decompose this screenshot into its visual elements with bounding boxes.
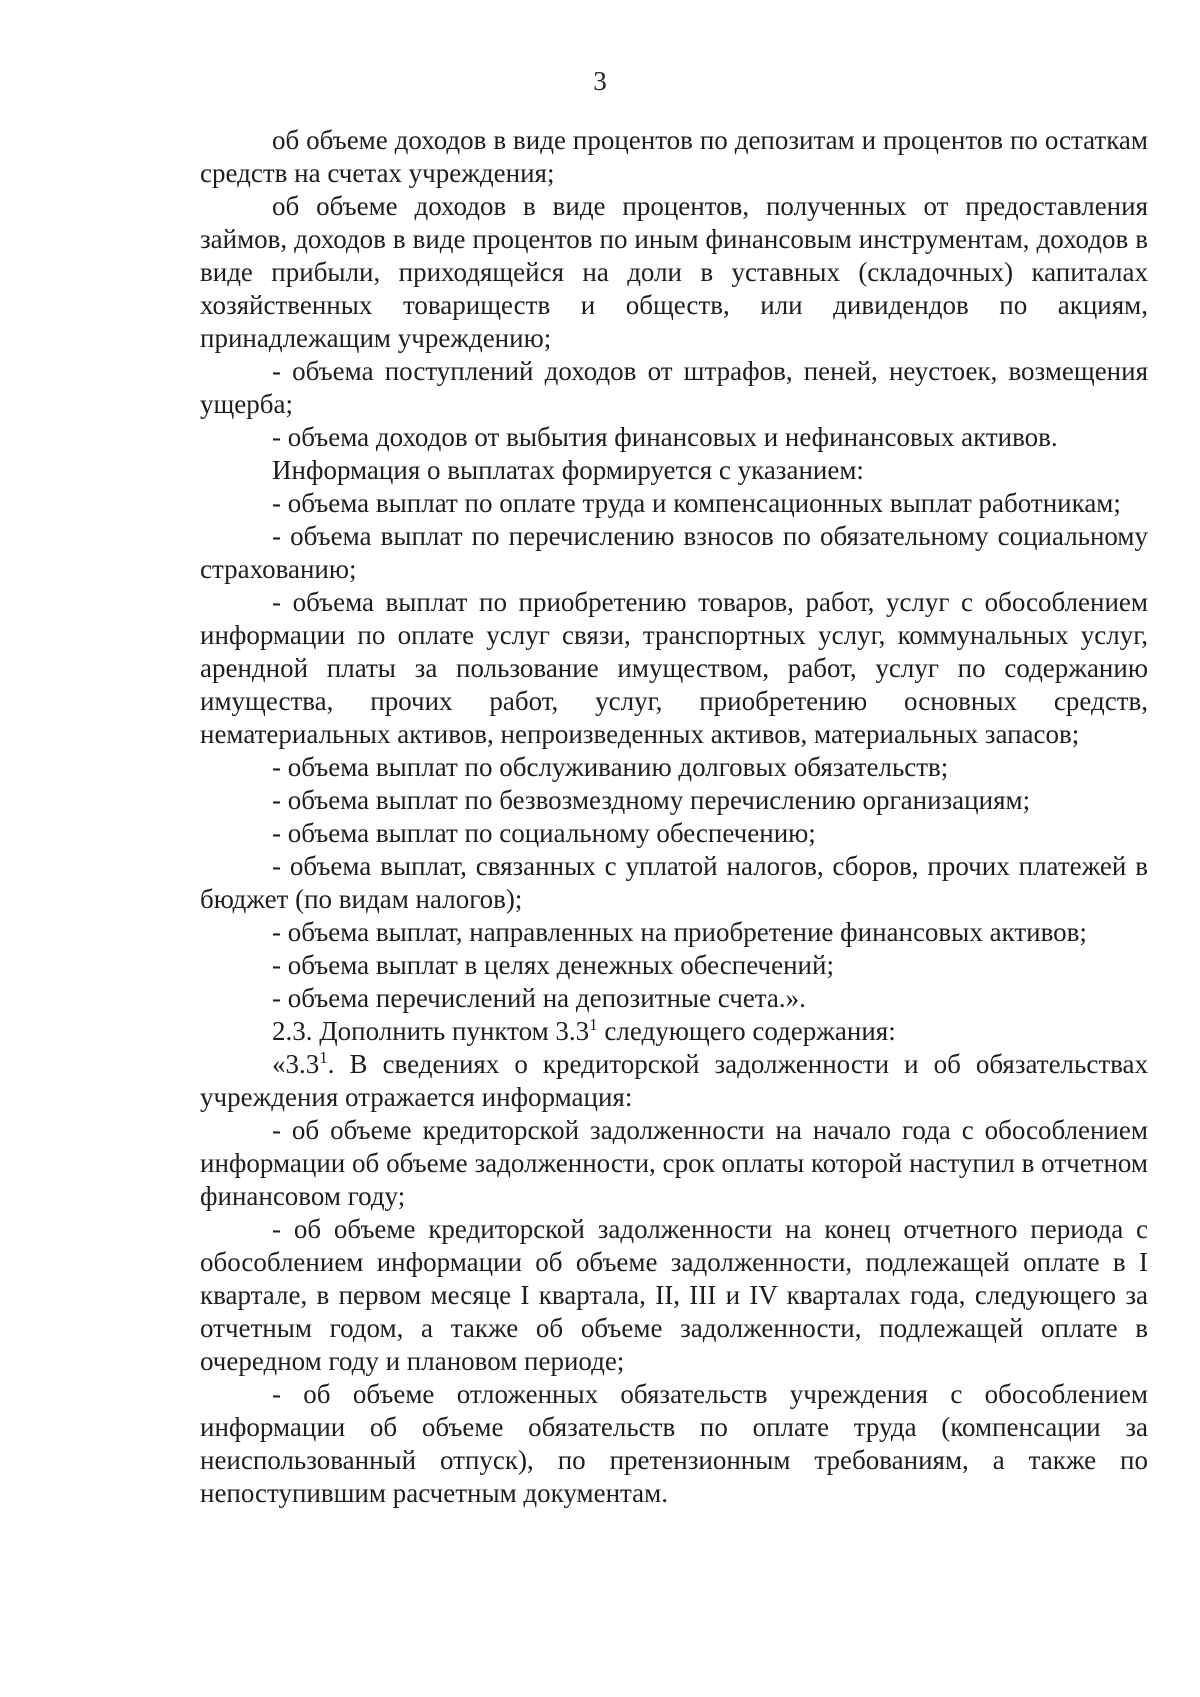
paragraph: об объеме доходов в виде процентов, полученных от предоставления займов, доходов в виде процентов по иным финансовым инструментам, доходов в виде прибыли, приходящейся на доли в уставных (складочных) капиталах хозяйственных товариществ и обществ, или дивидендов по акциям, принадлежащим учреждению;	[200, 191, 1148, 353]
text-fragment: «3.3	[272, 1049, 320, 1079]
paragraph: - объема доходов от выбытия финансовых и нефинансовых активов.	[272, 422, 1058, 452]
text-fragment: 2.3. Дополнить пунктом 3.3	[272, 1016, 590, 1046]
paragraph: об объеме доходов в виде процентов по депозитам и процентов по остаткам средств на счетах учреждения;	[200, 125, 1148, 188]
paragraph: - объема выплат в целях денежных обеспечений;	[272, 950, 834, 980]
paragraph: - объема выплат, направленных на приобретение финансовых активов;	[272, 917, 1087, 947]
paragraph: - объема перечислений на депозитные счета.».	[272, 983, 806, 1013]
paragraph-section-3-3-1	[200, 1048, 1148, 1114]
page-number: 3	[593, 66, 607, 96]
paragraph: - объема выплат по перечислению взносов по обязательному социальному страхованию;	[200, 521, 1148, 584]
paragraph: - объема выплат, связанных с уплатой налогов, сборов, прочих платежей в бюджет (по видам налогов);	[200, 851, 1148, 914]
superscript: 1	[319, 1048, 328, 1067]
paragraph: - объема выплат по оплате труда и компенсационных выплат работникам;	[272, 488, 1121, 518]
document-body	[200, 124, 1148, 1510]
paragraph: Информация о выплатах формируется с указанием:	[272, 455, 864, 485]
paragraph: - объема поступлений доходов от штрафов, пеней, неустоек, возмещения ущерба;	[200, 356, 1148, 419]
paragraph: - объема выплат по безвозмездному перечислению организациям;	[272, 785, 1031, 815]
paragraph: - об объеме отложенных обязательств учреждения с обособлением информации об объеме обязательств по оплате труда (компенсации за неиспользованный отпуск), по претензионным требованиям, а также по непоступившим расчетным документам.	[200, 1379, 1148, 1508]
paragraph: - объема выплат по социальному обеспечению;	[272, 818, 816, 848]
paragraph: - об объеме кредиторской задолженности на конец отчетного периода с обособлением информации об объеме задолженности, подлежащей оплате в I квартале, в первом месяце I квартала, II, III и IV кварталах года, следующего за отчетным годом, а также об объеме задолженности, подлежащей оплате в очередном году и плановом периоде;	[200, 1214, 1148, 1376]
paragraph-section-2-3	[200, 1015, 1148, 1048]
text-fragment: . В сведениях о кредиторской задолженности и об обязательствах учреждения отражается информация:	[200, 1049, 1148, 1112]
text-fragment: следующего содержания:	[597, 1016, 896, 1046]
superscript: 1	[589, 1015, 598, 1034]
paragraph: - объема выплат по обслуживанию долговых обязательств;	[272, 752, 949, 782]
paragraph: - об объеме кредиторской задолженности на начало года с обособлением информации об объеме задолженности, срок оплаты которой наступил в отчетном финансовом году;	[200, 1115, 1148, 1211]
paragraph: - объема выплат по приобретению товаров, работ, услуг с обособлением информации по оплате услуг связи, транспортных услуг, коммунальных услуг, арендной платы за пользование имуществом, работ, услуг по содержанию имущества, прочих работ, услуг, приобретению основных средств, нематериальных активов, непроизведенных активов, материальных запасов;	[200, 587, 1148, 749]
